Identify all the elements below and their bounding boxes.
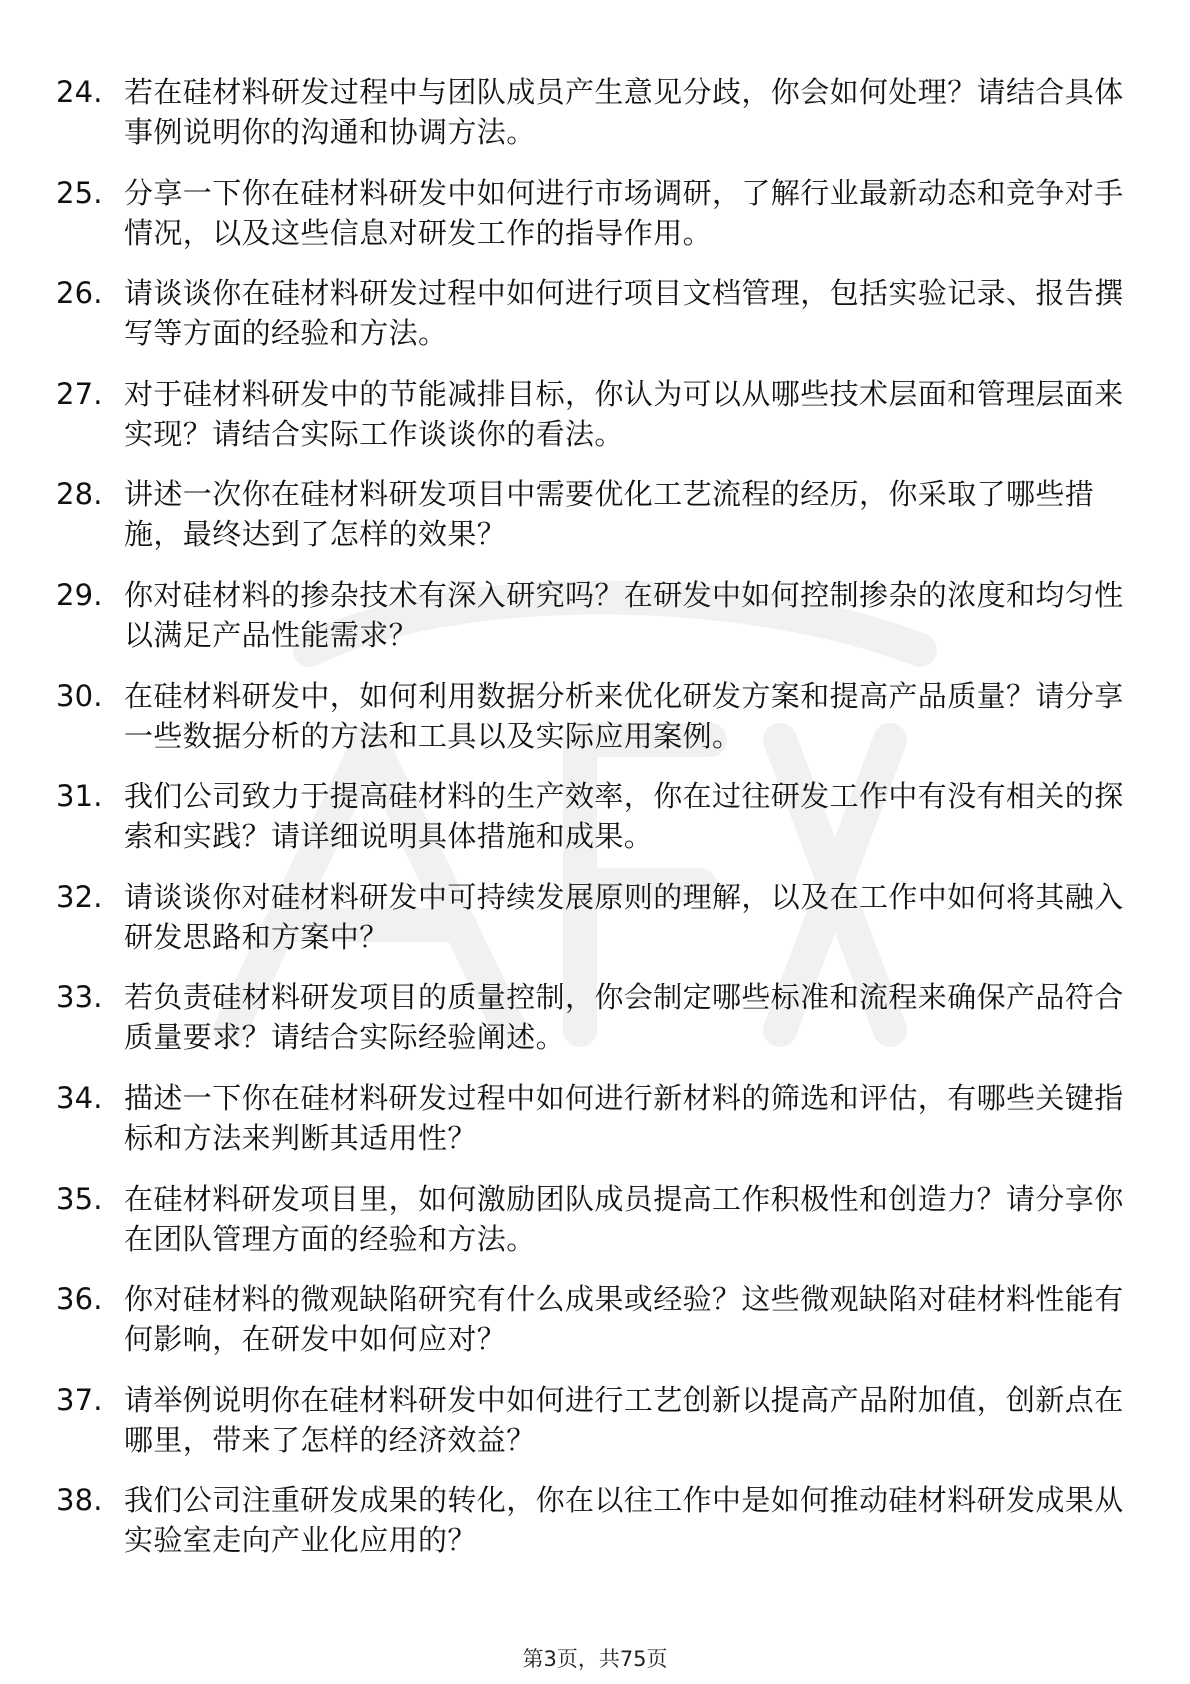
question-list — [56, 72, 1136, 1581]
question-text: 若负责硅材料研发项目的质量控制，你会制定哪些标准和流程来确保产品符合质量要求？请结合实际经验阐述。 — [124, 980, 1124, 1055]
question-number: 31. — [56, 779, 103, 814]
question-text: 描述一下你在硅材料研发过程中如何进行新材料的筛选和评估，有哪些关键指标和方法来判断其适用性？ — [124, 1080, 1124, 1155]
question-item — [56, 273, 1136, 353]
question-item — [56, 877, 1136, 957]
question-number: 37. — [56, 1382, 103, 1417]
question-text: 若在硅材料研发过程中与团队成员产生意见分歧，你会如何处理？请结合具体事例说明你的沟通和协调方法。 — [124, 75, 1124, 149]
question-number: 34. — [56, 1080, 103, 1115]
question-text: 你对硅材料的微观缺陷研究有什么成果或经验？这些微观缺陷对硅材料性能有何影响，在研发中如何应对？ — [124, 1282, 1124, 1357]
question-number: 25. — [56, 175, 103, 210]
question-number: 36. — [56, 1282, 103, 1317]
question-item — [56, 1179, 1136, 1259]
question-number: 24. — [56, 75, 103, 109]
question-text: 我们公司致力于提高硅材料的生产效率，你在过往研发工作中有没有相关的探索和实践？请详细说明具体措施和成果。 — [124, 779, 1124, 854]
question-text: 对于硅材料研发中的节能减排目标，你认为可以从哪些技术层面和管理层面来实现？请结合实际工作谈谈你的看法。 — [124, 376, 1124, 451]
question-item — [56, 374, 1136, 454]
question-number: 30. — [56, 678, 103, 713]
question-item — [56, 575, 1136, 655]
question-text: 请举例说明你在硅材料研发中如何进行工艺创新以提高产品附加值，创新点在哪里，带来了怎样的经济效益？ — [124, 1382, 1124, 1457]
question-item — [56, 474, 1136, 554]
question-number: 28. — [56, 477, 103, 512]
question-number: 33. — [56, 980, 103, 1015]
question-number: 29. — [56, 577, 103, 612]
question-number: 38. — [56, 1483, 103, 1518]
question-text: 我们公司注重研发成果的转化，你在以往工作中是如何推动硅材料研发成果从实验室走向产业化应用的？ — [124, 1483, 1124, 1558]
question-text: 请谈谈你在硅材料研发过程中如何进行项目文档管理，包括实验记录、报告撰写等方面的经验和方法。 — [124, 276, 1124, 351]
question-number: 35. — [56, 1181, 103, 1216]
question-item — [56, 1380, 1136, 1460]
page-footer: 第3页，共75页 — [522, 1647, 668, 1671]
question-item — [56, 1078, 1136, 1158]
question-text: 请谈谈你对硅材料研发中可持续发展原则的理解，以及在工作中如何将其融入研发思路和方案中？ — [124, 879, 1124, 954]
question-item — [56, 173, 1136, 253]
question-number: 32. — [56, 879, 103, 914]
question-item — [56, 776, 1136, 856]
question-text: 讲述一次你在硅材料研发项目中需要优化工艺流程的经历，你采取了哪些措施，最终达到了怎样的效果？ — [124, 477, 1095, 552]
question-text: 你对硅材料的掺杂技术有深入研究吗？在研发中如何控制掺杂的浓度和均匀性以满足产品性能需求？ — [124, 577, 1124, 652]
question-item — [56, 676, 1136, 756]
question-item — [56, 72, 1136, 152]
question-item — [56, 1480, 1136, 1560]
question-number: 27. — [56, 376, 103, 411]
question-item — [56, 977, 1136, 1057]
question-text: 分享一下你在硅材料研发中如何进行市场调研，了解行业最新动态和竞争对手情况，以及这些信息对研发工作的指导作用。 — [124, 175, 1124, 250]
question-text: 在硅材料研发项目里，如何激励团队成员提高工作积极性和创造力？请分享你在团队管理方面的经验和方法。 — [124, 1181, 1124, 1256]
question-number: 26. — [56, 276, 103, 311]
question-item — [56, 1279, 1136, 1359]
question-text: 在硅材料研发中，如何利用数据分析来优化研发方案和提高产品质量？请分享一些数据分析的方法和工具以及实际应用案例。 — [124, 678, 1124, 753]
